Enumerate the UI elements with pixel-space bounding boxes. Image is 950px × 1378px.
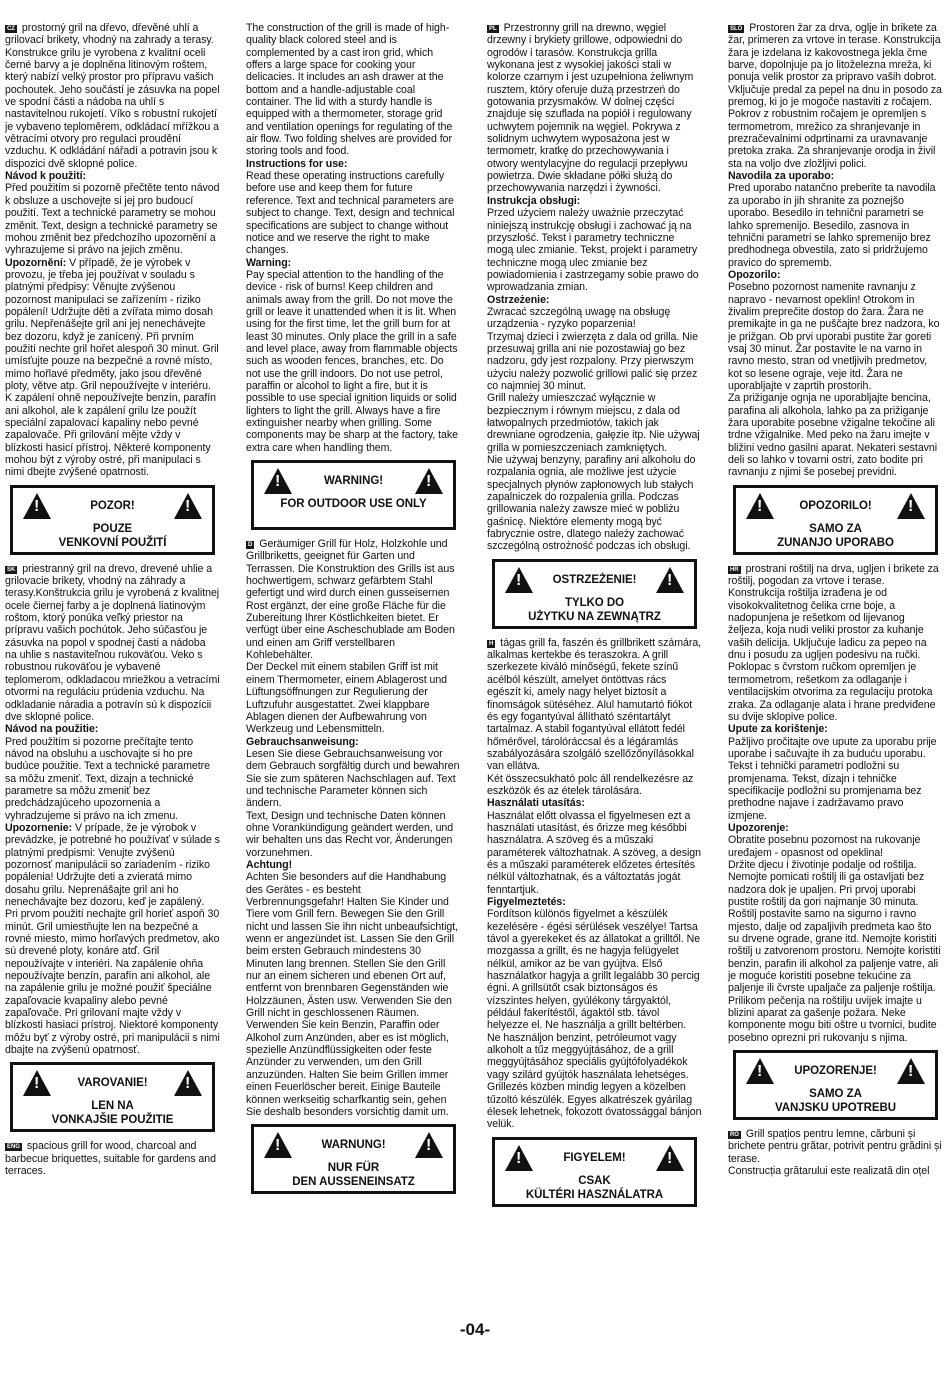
- section-heading: Upozornění:: [5, 256, 67, 269]
- body-text: Trzymaj dzieci i zwierzęta z dala od grilla. Nie przesuwaj grilla ani nie pozostawiaj go bez nadzoru, gdy jest rozpalony. Przy pierwszym użyciu należy pozwolić grillowi palić się przez co najmniej 30 minut.: [487, 330, 698, 392]
- warning-title: OSTRZEŻENIE!: [552, 573, 637, 586]
- body-text: Nie używaj benzyny, parafiny ani alkoholu do rozpalania ognia, ale możliwe jest użycie specjalnych płynów zapłonowych lub stałych zapalniczek do rozpalenia grilla. Podczas grillowania należy zawsze mieć w pobliżu gaśnicę. Niektóre elementy mogą być fabrycznie ostre, dlatego należy zachować szczególną ostrożność podczas ich obsługi.: [487, 454, 696, 553]
- paragraph: [5, 1140, 220, 1177]
- body-text: Pred použitím si pozorne prečítajte tento návod na obsluhu a uschovajte si ho pre budúce použitie. Text a technické parametre sa môžu zmeniť. Text, dizajn a technické parametre sa môžu zmeniť bez predchádzajúceho upozornenia a vyhradzujeme si právo na ich zmenu.: [5, 735, 210, 822]
- section-heading: Návod na použitie:: [5, 723, 99, 736]
- body-text: Der Deckel mit einem stabilen Griff ist mit einem Thermometer, einem Ablagerost und Lüftungsöffnungen zur Regulierung der Luftzufuhr ausgestattet. Zwei klappbare Ablagen dienen der Aufbewahrung von Werkzeug und Lebensmitteln.: [246, 661, 448, 736]
- language-section: [246, 538, 461, 1194]
- warning-box: [733, 1050, 938, 1120]
- warning-box: [733, 485, 938, 555]
- language-section: [487, 22, 702, 629]
- section-heading: Használati utasítás:: [487, 797, 585, 810]
- body-text: Construcția grătarului este realizată din oțel: [728, 1165, 930, 1178]
- language-flag-icon: SK: [7, 566, 16, 573]
- body-text: Pred uporabo natančno preberite ta navodila za uporabo in jih shranite za poznejšo uporabo. Besedilo in tehnični parametri se lahko spremenijo. Besedilo, zasnova in tehnični parametri se lahko spremenijo brez predhodnega obvestila, zato si pridržujemo pravico do sprememb.: [728, 182, 936, 269]
- body-text: Használat előtt olvassa el figyelmesen ezt a használati utasítást, és őrizze meg későbbi használatra. A szöveg és a műszaki paraméterek változhatnak. A szöveg, a design és a műszaki paraméterek előzetes értesítés nélkül változhatnak, és a változtatás jogát fenntartjuk.: [487, 809, 701, 896]
- paragraph: [728, 736, 943, 822]
- paragraph: [5, 822, 220, 1057]
- language-section: [487, 637, 702, 1207]
- paragraph: [728, 822, 943, 834]
- paragraph: [487, 810, 702, 896]
- column-4: [728, 22, 943, 1178]
- section-heading: Warning:: [246, 256, 292, 269]
- body-text: V prípade, že je výrobok v prevádzke, je potrebné ho používať v súlade s platnými predpismi: Venujte zvýšenú pozornosť manipulácii so zariadením - riziko popálenia! Udržujte deti a zvieratá mimo dosahu grilu. Neprenášajte gril ani ho nenechávajte bez dozoru, keď je zapálený. Pri prvom použití nechajte gril horieť aspoň 30 minút. Gril umiestňujte len na bezpečné a rovné miesto, mimo horľavých predmetov, ako sú drevené ploty, konáre atď. Gril nepoužívajte v interiéri. Na zapálenie ohňa nepoužívajte benzín, parafín ani alkohol, ale na zapálenie grilu je možné použiť špeciálne zapaľovacie kvapaliny alebo pevné zapaľovače. Pri grilovaní majte vždy v blízkosti hasiaci prístroj. Niektoré komponenty môžu byť z výroby ostré, pri manipulácii s nimi dbajte na zvýšenú opatrnosť.: [5, 821, 220, 1057]
- warning-text: POUZE VENKOVNÍ POUŽITÍ: [58, 522, 167, 549]
- paragraph: [487, 454, 702, 553]
- body-text: prostorný gril na dřevo, dřevěné uhlí a grilovací brikety, vhodný na zahrady a terasy. Konstrukce grilu je vyrobena z kvalitní oceli černé barvy a je doplněna litinovým roštem, který nabízí velký prostor pro přípravu vašich pochoutek. Jeho součástí je zásuvka na popel ve spodní části a nádoba na uhlí s nastavitelnou rukojetí. Víko s robustní rukojetí je vybaveno teploměrem, odkládací mřížkou a větracími otvory pro regulaci proudění vzduchu. K odkládání nářadí a potravin jsou k dispozici dvě sklopné police.: [5, 22, 220, 170]
- language-section: [728, 22, 943, 555]
- body-text: tágas grill fa, faszén és grillbrikett számára, alkalmas kertekbe és teraszokra. A grill szerkezete kiváló minőségű, fekete színű acélból készült, amelyet öntöttvas rács egészít ki, amely nagy helyet biztosít a finomságok sütéséhez. Alul hamutartó fiókot és egy fogantyúval állítható széntartályt tartalmaz. A stabil fogantyúval ellátott fedél hőmérővel, tárolóráccsal és a légáramlás szabályozására szolgáló szellőzőnyílásokkal van ellátva.: [487, 636, 702, 773]
- body-text: Pažljivo pročitajte ove upute za uporabu prije uporabe i sačuvajte ih za buduću uporabu. Tekst i tehnički parametri podložni su promjenama. Tekst, dizajn i tehničke specifikacije podložni su promjenama bez prethodne najave i zadržavamo pravo izmjene.: [728, 735, 937, 822]
- paragraph: [246, 871, 461, 1118]
- body-text: Fordítson különös figyelmet a készülék kezelésére - égési sérülések veszélye! Tartsa távol a gyerekeket és az állatokat a grilltől. Ne mozgassa a grillt, és ne hagyja felügyelet nélkül, amikor az be van gyújtva. Első használatkor hagyja a grillt legalább 30 percig égni. A grillsütőt csak biztonságos és vízszintes helyen, gyúlékony tárgyaktól, például fakerítéstől, ágaktól stb. távol helyezze el. Ne használja a grillt beltérben. Ne használjon benzint, petróleumot vagy alkoholt a tűz meggyújtásához, de a grill meggyújtásához speciális gyújtófolyadékok vagy szilárd gyújtók használata lehetséges. Grillezés közben mindig legyen a közelben tűzoltó készülék. Egyes alkatrészek gyárilag élesek lehetnek, fokozott óvatossággal bánjon velük.: [487, 908, 702, 1131]
- paragraph: [487, 22, 702, 195]
- language-flag-icon: H: [489, 640, 494, 647]
- language-flag-icon: D: [248, 542, 253, 549]
- body-text: Držite djecu i životinje podalje od roštilja. Nemojte pomicati roštilj ili ga ostavljati bez nadzora dok je upaljen. Pri prvoj uporabi pustite roštilj da gori najmanje 30 minuta. Roštilj postavite samo na sigurno i ravno mjesto, dalje od zapaljivih predmeta kao što su drvene ograde, grane itd. Nemojte koristiti roštilj u zatvorenom prostoru. Nemojte koristiti benzin, parafin ili alkohol za paljenje vatre, ali je moguće koristiti posebne tekućine za paljenje ili čvrste upaljače za paljenje roštilja. Prilikom pečenja na roštilju uvijek imajte u blizini aparat za gašenje požara. Neke komponente mogu biti oštre u tvornici, budite posebno oprezni pri rukovanju s njima.: [728, 858, 941, 1044]
- warning-box: [10, 485, 215, 555]
- section-heading: Ostrzeżenie:: [487, 293, 550, 306]
- warning-title: VAROVANIE!: [77, 1077, 148, 1090]
- language-flag-icon: SLO: [730, 26, 743, 32]
- paragraph: [487, 294, 702, 306]
- body-text: Prostoren žar za drva, oglje in brikete za žar, primeren za vrtove in terase. Konstrukcija žara je izdelana iz kakovostnega jekla črne barve, dopolnjuje pa jo litoželezna mreža, ki ponuja velik prostor za pripravo vaših dobrot. Vključuje predal za pepel na dnu in posodo za premog, ki jo je mogoče nastaviti z ročajem.: [728, 22, 942, 109]
- paragraph: [487, 773, 702, 798]
- language-section: [5, 1140, 220, 1177]
- paragraph: [5, 170, 220, 182]
- paragraph: [487, 195, 702, 207]
- body-text: Pokrov z robustnim ročajem je opremljen s termometrom, mrežico za shranjevanje in prezračevalnimi odprtinami za uravnavanje pretoka zraka. Za shranjevanje orodja in živil sta na voljo dve zložljivi polici.: [728, 108, 936, 170]
- paragraph: [246, 158, 461, 170]
- paragraph: [246, 170, 461, 256]
- body-text: Grill należy umieszczać wyłącznie w bezpiecznym i równym miejscu, z dala od łatwopalnych przedmiotów, takich jak drewniane ogrodzenia, gałęzie itp. Nie używaj grilla w pomieszczeniach zamkniętych.: [487, 392, 700, 454]
- section-heading: Instrukcja obsługi:: [487, 194, 581, 207]
- body-text: Zwracać szczególną uwagę na obsługę urządzenia - ryzyko poparzenia!: [487, 305, 671, 331]
- paragraph: [246, 661, 461, 735]
- section-heading: Achtung!: [246, 858, 293, 871]
- warning-box: [492, 1137, 697, 1207]
- section-heading: Opozorilo:: [728, 268, 781, 281]
- column-1: [5, 22, 220, 1178]
- paragraph: [5, 736, 220, 822]
- paragraph: [728, 269, 943, 281]
- language-section: [728, 1128, 943, 1177]
- paragraph: [728, 1128, 943, 1165]
- section-heading: Upozorenje:: [728, 821, 789, 834]
- paragraph: [487, 908, 702, 1130]
- paragraph: [246, 859, 461, 871]
- body-text: priestranný gril na drevo, drevené uhlie a grilovacie brikety, vhodný na záhrady a terasy.Konštrukcia grilu je vyrobená z kvalitnej ocele čiernej farby a je doplnená liatinovým roštom, ktorý ponúka veľký priestor na prípravu vašich pochútok. Jeho súčasťou je zásuvka na popol v spodnej časti a nádoba na uhlie s nastaviteľnou rukoväťou. Veko s robustnou rukoväťou je vybavené teplomerom, odkladacou mriežkou a vetracími otvormi na reguláciu prúdenia vzduchu. Na odkladanie náradia a potravín sú k dispozícii dve sklopné police.: [5, 562, 220, 723]
- warning-box: [492, 559, 697, 629]
- column-2: [246, 22, 461, 1202]
- paragraph: [728, 281, 943, 392]
- column-3: [487, 22, 702, 1215]
- paragraph: [487, 896, 702, 908]
- body-text: Posebno pozornost namenite ravnanju z napravo - nevarnost opeklin! Otrokom in živalim preprečite dostop do žara. Žara ne premikajte in ga ne puščajte brez nadzora, ko je prižgan. Ob prvi uporabi pustite žar goreti vsaj 30 minut. Žar postavite le na varno in ravno mesto, stran od vnetljivih predmetov, kot so lesene ograje, veje itd. Žara ne uporabljajte v zaprtih prostorih.: [728, 281, 940, 392]
- section-heading: Gebrauchsanweisung:: [246, 735, 359, 748]
- warning-title: POZOR!: [90, 499, 135, 512]
- language-section: [5, 22, 220, 555]
- paragraph: [728, 392, 943, 478]
- paragraph: [487, 207, 702, 293]
- paragraph: [246, 810, 461, 859]
- paragraph: [5, 182, 220, 256]
- language-section: [728, 563, 943, 1120]
- language-flag-icon: PL: [489, 26, 497, 32]
- paragraph: [246, 748, 461, 810]
- body-text: Achten Sie besonders auf die Handhabung des Gerätes - es besteht Verbrennungsgefahr! Halten Sie Kinder und Tiere vom Grill fern. Bewegen Sie den Grill nicht und lassen Sie ihn nicht unbeaufsichtigt, wenn er angezündet ist. Lassen Sie den Grill beim ersten Gebrauch mindestens 30 Minuten lang brennen. Stellen Sie den Grill nur an einem sicheren und ebenen Ort auf, entfernt von brennbaren Gegenständen wie Holzzäunen, Ästen usw. Verwenden Sie den Grill nicht in geschlossenen Räumen. Verwenden Sie kein Benzin, Paraffin oder Alkohol zum Anzünden, aber es ist möglich, spezielle Anzündflüssigkeiten oder feste Anzünder zu verwenden, um den Grill anzuzünden. Halten Sie beim Grillen immer einen Feuerlöscher bereit. Einige Bauteile können werkseitig scharfkantig sein, gehen Sie deshalb besonders vorsichtig damit um.: [246, 871, 459, 1118]
- paragraph: [5, 723, 220, 735]
- paragraph: [246, 538, 461, 661]
- warning-box: [251, 460, 456, 530]
- language-flag-icon: CZ: [7, 26, 15, 32]
- paragraph: [728, 1165, 943, 1177]
- body-text: V případě, že je výrobek v provozu, je třeba jej používat v souladu s platnými předpisy: Věnujte zvýšenou pozornost manipulaci se zařízením - riziko popálení! Udržujte děti a zvířata mimo dosah grilu. Nepřenášejte gril ani jej nenechávejte bez dozoru, když je zanícený. Při prvním použití nechte gril hořet alespoň 30 minut. Gril umísťujte pouze na bezpečné a rovné místo, mimo hořlavé předměty, jako jsou dřevěné ploty, větve atp. Gril nepoužívejte v interiéru. K zapálení ohně nepoužívejte benzín, parafín ani alkohol, ale k zapálení grilu lze použít speciální zapalovací kapaliny nebo pevné zapalovače. Při grilování mějte vždy v blízkosti hasicí přístroj. Některé komponenty mohou být z výroby ostré, při manipulaci s nimi dbejte zvýšené opatrnosti.: [5, 256, 219, 479]
- body-text: Grill spațios pentru lemne, cărbuni și brichete pentru grătar, potrivit pentru grădini și terase.: [728, 1128, 942, 1165]
- body-text: spacious grill for wood, charcoal and barbecue briquettes, suitable for gardens and terraces.: [5, 1140, 216, 1178]
- body-text: prostrani roštilj na drva, ugljen i brikete za roštilj, pogodan za vrtove i terase. Konstrukcija roštilja izrađena je od visokokvalitetnog čelika crne boje, a nadopunjena je rešetkom od lijevanog željeza, koja nudi veliki prostor za kuhanje vaših delicija. Uključuje ladicu za pepeo na dnu i posudu za ugljen podesivu na ručki. Poklopac s čvrstom ručkom opremljen je termometrom, rešetkom za odlaganje i ventilacijskim otvorima za regulaciju protoka zraka. Za odlaganje alata i hrane predviđene su dvije sklopive police.: [728, 562, 939, 723]
- paragraph: [728, 170, 943, 182]
- paragraph: [728, 563, 943, 723]
- warning-title: UPOZORENJE!: [794, 1065, 877, 1078]
- language-flag-icon: RO: [730, 1132, 739, 1139]
- body-text: Lesen Sie diese Gebrauchsanweisung vor dem Gebrauch sorgfältig durch und bewahren Sie sie zum späteren Nachschlagen auf. Text und technische Parameter können sich ändern.: [246, 747, 460, 810]
- paragraph: [246, 736, 461, 748]
- body-text: Read these operating instructions carefully before use and keep them for future reference. Text and technical parameters are subject to change. Text, design and technical specifications are subject to change without notice and we reserve the right to make changes.: [246, 170, 455, 257]
- language-section: [5, 563, 220, 1133]
- paragraph: [728, 108, 943, 170]
- language-flag-icon: ENG: [7, 1144, 20, 1151]
- paragraph: [246, 269, 461, 454]
- warning-title: WARNUNG!: [321, 1139, 386, 1152]
- warning-title: WARNING!: [323, 475, 383, 488]
- paragraph: [728, 22, 943, 108]
- warning-box: [10, 1062, 215, 1132]
- body-text: Przestronny grill na drewno, węgiel drzewny i brykiety grillowe, odpowiedni do ogrodów i tarasów. Konstrukcja grilla wykonana jest z wysokiej jakości stali w kolorze czarnym i jest uzupełniona żeliwnym rusztem, który oferuje dużą przestrzeń do gotowania przysmaków. W dolnej części znajduje się szuflada na popiół i regulowany uchwytem pojemnik na węgiel. Pokrywa z solidnym uchwytem wyposażona jest w termometr, kratkę do przechowywania i otwory wentylacyjne do regulacji przepływu powietrza. Dwie składane półki służą do przechowywania narzędzi i żywności.: [487, 22, 694, 195]
- section-heading: Figyelmeztetés:: [487, 896, 566, 908]
- paragraph: [5, 22, 220, 170]
- warning-text: NUR FÜR DEN AUSSENEINSATZ: [292, 1162, 415, 1189]
- paragraph: [5, 257, 220, 479]
- section-heading: Návod k použití:: [5, 170, 87, 183]
- warning-text: CSAK KÜLTÉRI HASZNÁLATRA: [525, 1174, 664, 1201]
- paragraph: [728, 182, 943, 268]
- paragraph: [487, 637, 702, 773]
- body-text: Za prižiganje ognja ne uporabljajte bencina, parafina ali alkohola, lahko pa za prižiganje žara uporabite posebne vžigalne tekočine ali trdne vžigalnike. Med peko na žaru imejte v bližini vedno gasilni aparat. Nekateri sestavni deli so lahko v tovarni ostri, zato bodite pri ravnanju z njimi še posebej previdni.: [728, 392, 938, 479]
- language-flag-icon: HR: [730, 566, 739, 573]
- body-text: Przed użyciem należy uważnie przeczytać niniejszą instrukcję obsługi i zachować ją na przyszłość. Tekst i parametry techniczne mogą ulec zmianie. Tekst, projekt i parametry techniczne mogą ulec zmianie bez powiadomienia i zastrzegamy sobie prawo do wprowadzania zmian.: [487, 207, 699, 294]
- paragraph: [5, 563, 220, 723]
- warning-text: FOR OUTDOOR USE ONLY: [280, 498, 427, 511]
- paragraph: [487, 306, 702, 331]
- warning-text: TYLKO DO UŻYTKU NA ZEWNĄTRZ: [528, 596, 661, 623]
- section-heading: Navodila za uporabo:: [728, 170, 835, 183]
- body-text: Geräumiger Grill für Holz, Holzkohle und Grillbriketts, geeignet für Garten und Terrassen. Die Konstruktion des Grills ist aus hochwertigem, schwarz gefärbtem Stahl gefertigt und wird durch einen gusseisernen Rost ergänzt, der eine große Fläche für die Zubereitung Ihrer Köstlichkeiten bietet. Er verfügt über eine Ascheschublade am Boden und einen am Griff verstellbaren Kohlebehälter.: [246, 538, 455, 662]
- warning-box: [251, 1124, 456, 1194]
- paragraph: [487, 797, 702, 809]
- body-text: Két összecsukható polc áll rendelkezésre az eszközök és az ételek tárolására.: [487, 772, 694, 797]
- paragraph: [246, 257, 461, 269]
- body-text: Text, Design und technische Daten können ohne Vorankündigung geändert werden, und wir behalten uns das Recht vor, Änderungen vorzunehmen.: [246, 809, 454, 859]
- page-number: -04-: [459, 1320, 491, 1339]
- body-text: Obratite posebnu pozornost na rukovanje uređajem - opasnost od opeklina!: [728, 834, 921, 859]
- language-section: [246, 22, 461, 530]
- warning-text: SAMO ZA VANJSKU UPOTREBU: [774, 1088, 897, 1115]
- paragraph: [487, 392, 702, 454]
- paragraph: [728, 859, 943, 1044]
- section-heading: Upozornenie:: [5, 821, 73, 834]
- paragraph: [728, 723, 943, 735]
- warning-title: OPOZORILO!: [799, 499, 872, 512]
- body-text: The construction of the grill is made of high-quality black colored steel and is complemented by a cast iron grid, which offers a large space for cooking your delicacies. It includes an ash drawer at the bottom and a handle-adjustable coal container. The lid with a sturdy handle is equipped with a thermometer, storage grid and ventilation openings for regulating of the air flow. Two folding shelves are provided for storing tools and food.: [246, 22, 453, 158]
- body-text: Před použitím si pozorně přečtěte tento návod k obsluze a uschovejte si jej pro budoucí použití. Text a technické parametry se mohou změnit. Text, design a technické parametry se mohou změnit bez předchozího upozornění a vyhrazujeme si právo na jejich změnu.: [5, 182, 220, 257]
- warning-text: SAMO ZA ZUNANJO UPORABO: [777, 522, 894, 549]
- paragraph: [728, 834, 943, 859]
- paragraph: [487, 331, 702, 393]
- warning-text: LEN NA VONKAJŠIE POUŽITIE: [51, 1100, 174, 1127]
- section-heading: Instructions for use:: [246, 157, 348, 170]
- paragraph: [246, 22, 461, 158]
- body-text: Pay special attention to the handling of the device - risk of burns! Keep children and animals away from the grill. Do not move the grill or leave it unattended when it is lit. When using for the first time, let the grill burn for at least 30 minutes. Only place the grill in a safe and level place, away from flammable objects such as wooden fences, branches, etc. Do not use the grill indoors. Do not use petrol, paraffin or alcohol to light a fire, but it is possible to use special ignition liquids or solid lighters to light the grill. Always have a fire extinguisher nearby when grilling. Some components may be sharp at the factory, take extra care when handling them.: [246, 268, 458, 454]
- warning-title: FIGYELEM!: [563, 1151, 626, 1164]
- section-heading: Upute za korištenje:: [728, 723, 828, 736]
